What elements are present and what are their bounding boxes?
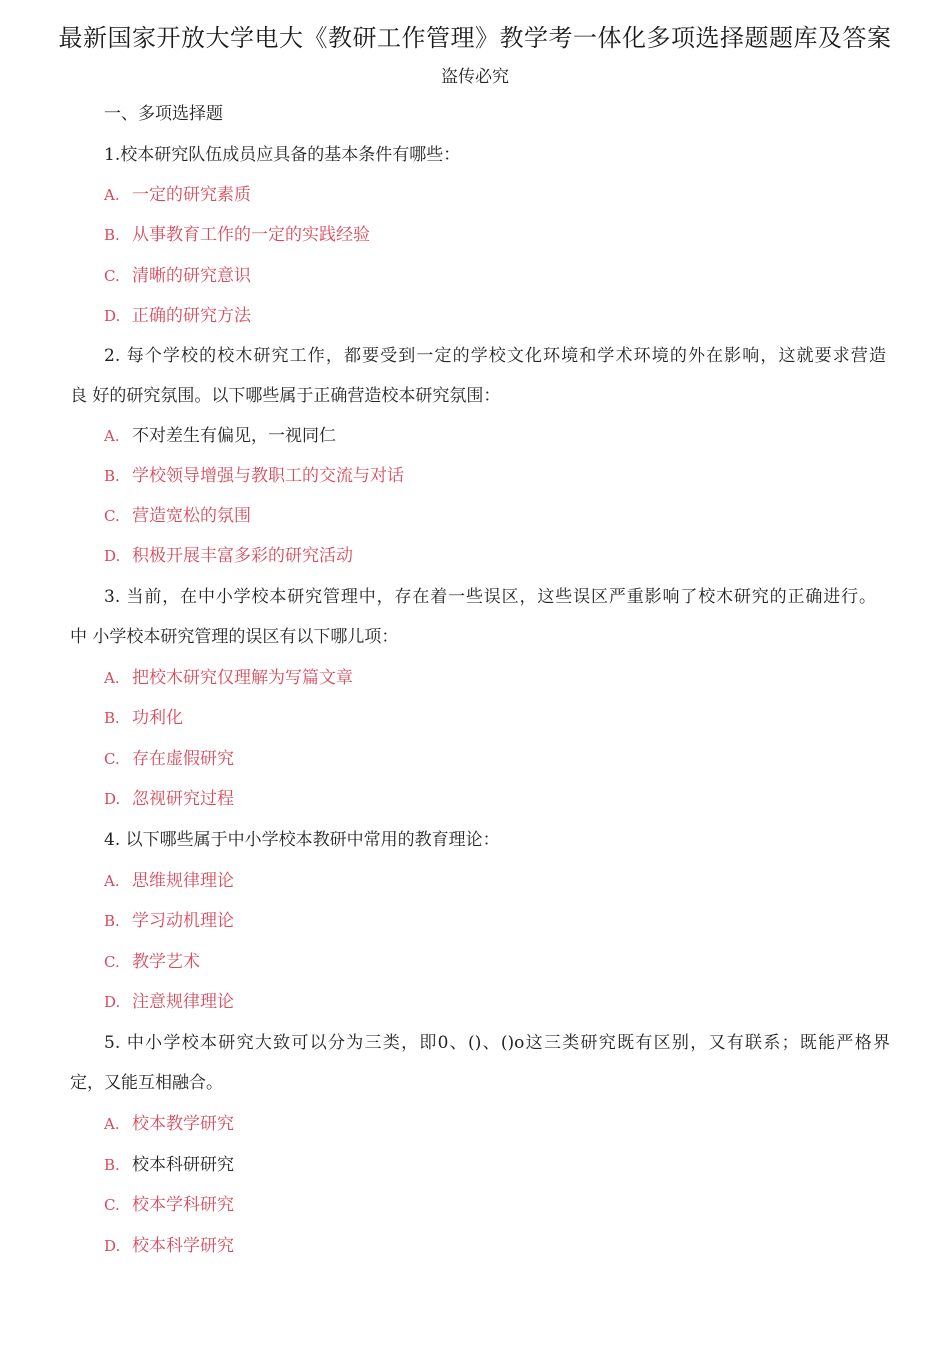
option-letter: A. xyxy=(104,669,120,687)
option-letter: D. xyxy=(104,993,121,1011)
option-text: 把校木研究仅理解为写篇文章 xyxy=(132,668,353,688)
option-letter: B. xyxy=(104,912,120,930)
option-letter: C. xyxy=(104,750,120,768)
option-text: 营造宽松的氛围 xyxy=(132,506,251,526)
question-1-option-d xyxy=(104,304,251,328)
option-letter: A. xyxy=(104,427,120,445)
option-text: 学校领导增强与教职工的交流与对话 xyxy=(132,466,404,486)
option-text: 从事教育工作的一定的实践经验 xyxy=(132,225,370,245)
question-3-option-c xyxy=(104,747,234,771)
question-5-stem-line-1: 5. 中小学校本研究大致可以分为三类，即0、()、()o这三类研究既有区别，又有联系；既能严格界 xyxy=(104,1033,890,1053)
option-text: 注意规律理论 xyxy=(132,992,234,1012)
option-letter: B. xyxy=(104,226,120,244)
question-5-option-a xyxy=(104,1112,234,1136)
option-text: 校本学科研究 xyxy=(132,1195,234,1215)
question-2-stem-line-2: 良 好的研究氛围。以下哪些属于正确营造校本研究氛围： xyxy=(70,386,501,406)
option-text: 思维规律理论 xyxy=(132,871,234,891)
option-text: 忽视研究过程 xyxy=(132,789,234,809)
question-3-option-d xyxy=(104,787,234,811)
option-letter: A. xyxy=(104,1115,120,1133)
option-text: 校本科学研究 xyxy=(132,1236,234,1256)
document-subtitle: 盗传必究 xyxy=(441,67,509,87)
document-title: 最新国家开放大学电大《教研工作管理》教学考一体化多项选择题题库及答案 xyxy=(58,24,892,52)
option-letter: A. xyxy=(104,872,120,890)
option-letter: B. xyxy=(104,709,120,727)
option-text: 存在虚假研究 xyxy=(132,749,234,769)
option-text: 清晰的研究意识 xyxy=(132,266,251,286)
question-5-option-c xyxy=(104,1193,234,1217)
option-text: 学习动机理论 xyxy=(132,911,234,931)
option-text: 功利化 xyxy=(132,708,183,728)
section-heading: 一、多项选择题 xyxy=(104,104,223,124)
question-4-stem: 4. 以下哪些属于中小学校本教研中常用的教育理论： xyxy=(104,830,500,850)
option-letter: C. xyxy=(104,1196,120,1214)
question-4-option-b xyxy=(104,909,234,933)
option-text: 正确的研究方法 xyxy=(132,306,251,326)
question-2-option-d xyxy=(104,544,353,568)
option-letter: C. xyxy=(104,507,120,525)
question-4-option-a xyxy=(104,869,234,893)
question-3-stem-line-1: 3. 当前，在中小学校本研究管理中，存在着一些误区，这些误区严重影响了校木研究的正确进行。 xyxy=(104,587,876,607)
option-letter: D. xyxy=(104,790,121,808)
option-letter: B. xyxy=(104,467,120,485)
question-5-stem-line-2: 定，又能互相融合。 xyxy=(70,1073,223,1093)
question-4-option-d xyxy=(104,990,234,1014)
option-letter: D. xyxy=(104,1237,121,1255)
question-3-option-b xyxy=(104,706,183,730)
question-1-option-b xyxy=(104,223,370,247)
option-letter: D. xyxy=(104,307,121,325)
option-letter: A. xyxy=(104,186,120,204)
question-2-stem-line-1: 2. 每个学校的校木研究工作，都要受到一定的学校文化环境和学术环境的外在影响，这就要求营造 xyxy=(104,346,886,366)
question-3-option-a xyxy=(104,666,353,690)
option-text: 校本教学研究 xyxy=(132,1114,234,1134)
question-5-option-d xyxy=(104,1234,234,1258)
question-3-stem-line-2: 中 小学校本研究管理的误区有以下哪儿项： xyxy=(70,627,399,647)
question-1-option-a xyxy=(104,183,251,207)
option-text: 不对差生有偏见，一视同仁 xyxy=(132,426,336,446)
question-1-option-c xyxy=(104,264,251,288)
question-2-option-a xyxy=(104,424,336,448)
option-letter: C. xyxy=(104,267,120,285)
question-4-option-c xyxy=(104,950,200,974)
option-text: 校本科研研究 xyxy=(132,1155,234,1175)
question-1-stem: 1.校本研究队伍成员应具备的基本条件有哪些： xyxy=(104,145,461,165)
option-letter: C. xyxy=(104,953,120,971)
question-5-option-b xyxy=(104,1153,234,1177)
option-text: 积极开展丰富多彩的研究活动 xyxy=(132,546,353,566)
question-2-option-b xyxy=(104,464,404,488)
option-letter: B. xyxy=(104,1156,120,1174)
option-letter: D. xyxy=(104,547,121,565)
option-text: 教学艺术 xyxy=(132,952,200,972)
option-text: 一定的研究素质 xyxy=(132,185,251,205)
question-2-option-c xyxy=(104,504,251,528)
